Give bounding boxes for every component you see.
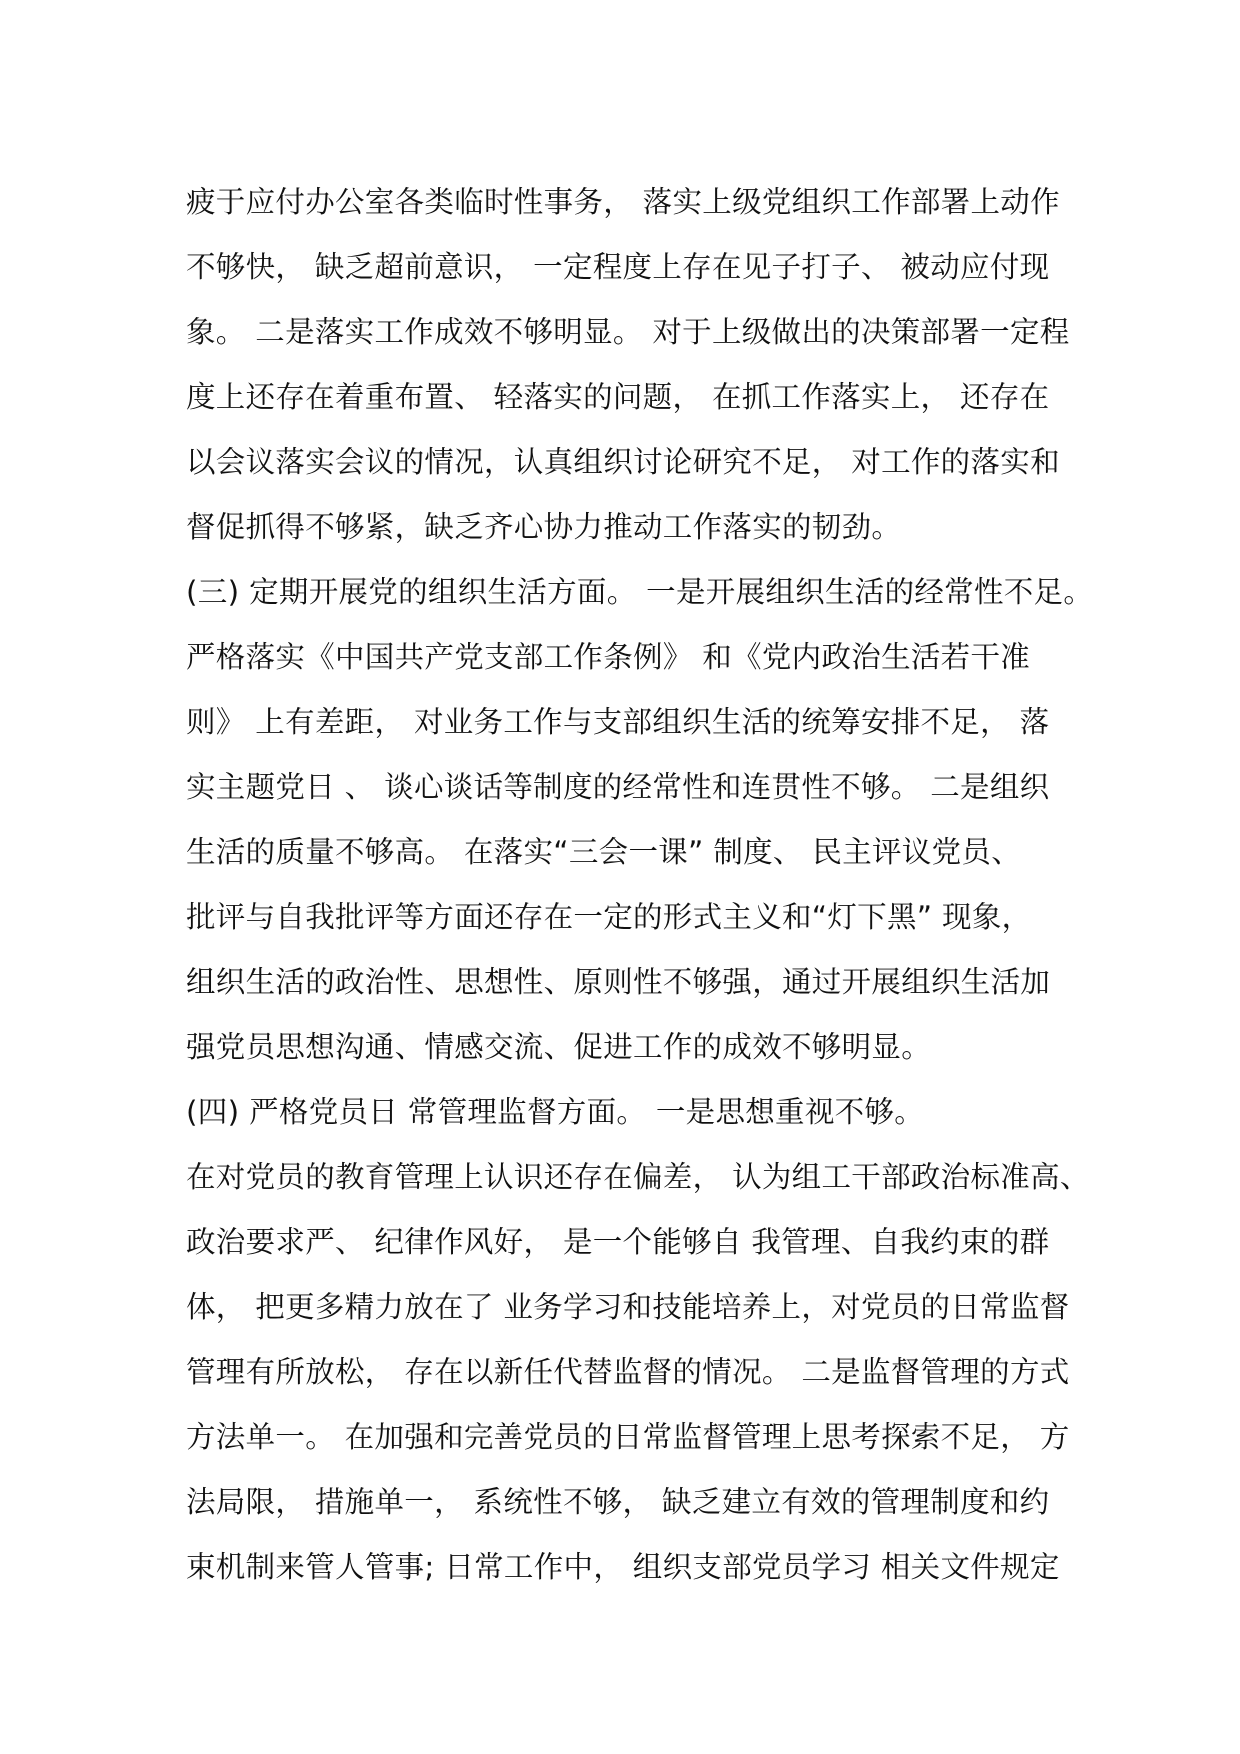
text-line: 组织生活的政治性、思想性、原则性不够强，通过开展组织生活加 — [186, 965, 1051, 999]
text-line: 生活的质量不够高。 在落实“三会一课” 制度、 民主评议党员、 — [186, 835, 1021, 869]
text-line: 管理有所放松， 存在以新任代替监督的情况。 二是监督管理的方式 — [186, 1355, 1070, 1389]
text-line: 则》 上有差距， 对业务工作与支部组织生活的统筹安排不足， 落 — [186, 705, 1050, 739]
text-line: 严格落实《中国共产党支部工作条例》 和《党内政治生活若干准 — [186, 640, 1031, 674]
text-line: 实主题党日 、 谈心谈话等制度的经常性和连贯性不够。 二是组织 — [186, 770, 1050, 804]
text-line: 督促抓得不够紧，缺乏齐心协力推动工作落实的韧劲。 — [186, 510, 902, 544]
text-line: 象。 二是落实工作成效不够明显。 对于上级做出的决策部署一定程 — [186, 315, 1070, 349]
text-line: 在对党员的教育管理上认识还存在偏差， 认为组工干部政治标准高、 — [186, 1160, 1090, 1194]
text-line: 度上还存在着重布置、 轻落实的问题， 在抓工作落实上， 还存在 — [186, 380, 1050, 414]
text-line: 体， 把更多精力放在了 业务学习和技能培养上，对党员的日常监督 — [186, 1290, 1070, 1324]
document-body — [186, 170, 1094, 1600]
section-heading-line: (三) 定期开展党的组织生活方面。 一是开展组织生活的经常性不足。 — [186, 575, 1094, 609]
text-line: 法局限， 措施单一， 系统性不够， 缺乏建立有效的管理制度和约 — [186, 1485, 1050, 1519]
text-line: 强党员思想沟通、情感交流、促进工作的成效不够明显。 — [186, 1030, 932, 1064]
text-line: 批评与自我批评等方面还存在一定的形式主义和“灯下黑” 现象， — [186, 900, 1032, 934]
text-line: 疲于应付办公室各类临时性事务， 落实上级党组织工作部署上动作 — [186, 185, 1060, 219]
text-line: 不够快， 缺乏超前意识， 一定程度上存在见子打子、 被动应付现 — [186, 250, 1050, 284]
text-line: 束机制来管人管事; 日常工作中， 组织支部党员学习 相关文件规定 — [186, 1550, 1060, 1584]
text-line: 方法单一。 在加强和完善党员的日常监督管理上思考探索不足， 方 — [186, 1420, 1070, 1454]
text-line: 政治要求严、 纪律作风好， 是一个能够自 我管理、自我约束的群 — [186, 1225, 1050, 1259]
section-heading-line: (四) 严格党员日 常管理监督方面。 一是思想重视不够。 — [186, 1095, 925, 1129]
text-line: 以会议落实会议的情况，认真组织讨论研究不足， 对工作的落实和 — [186, 445, 1060, 479]
